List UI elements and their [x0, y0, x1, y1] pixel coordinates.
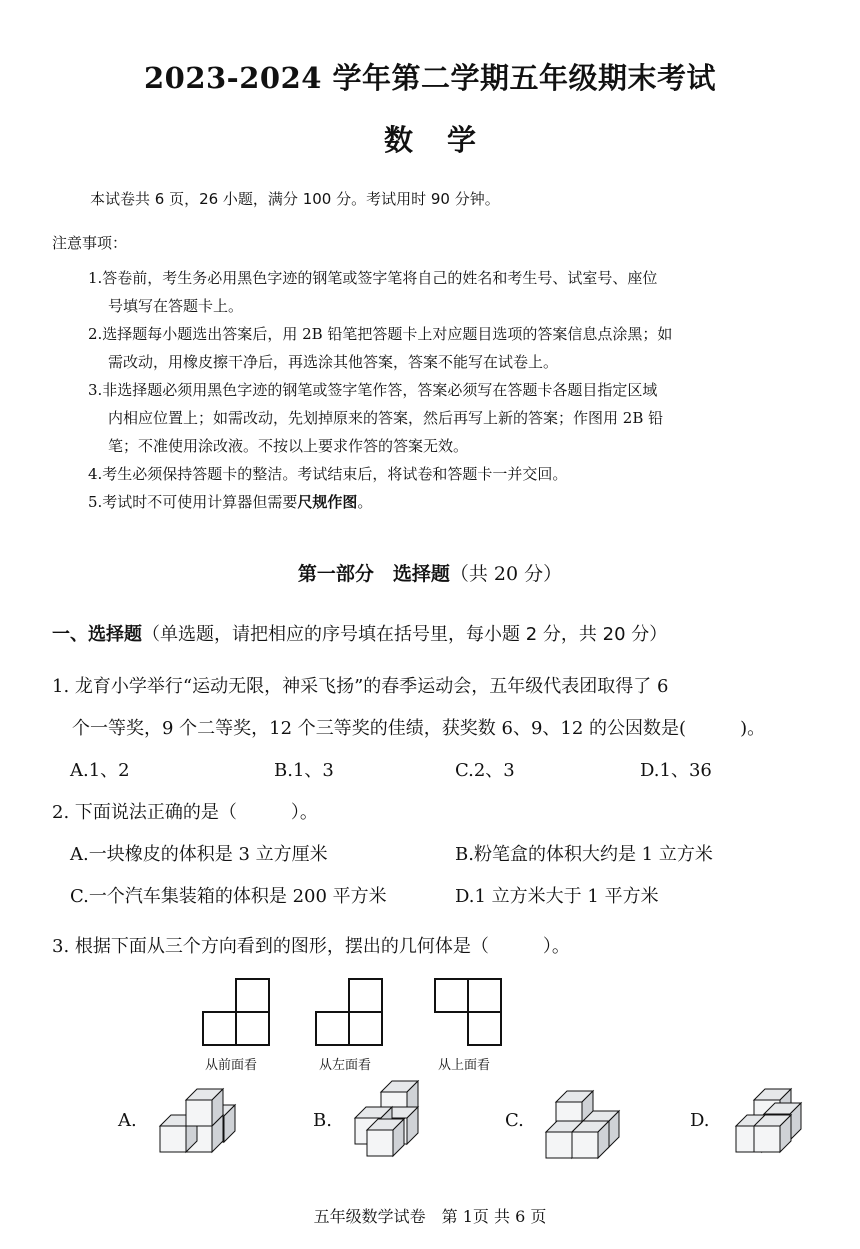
- q3-option-d-cubes: [728, 1080, 818, 1160]
- q3-option-b-label: B.: [313, 1110, 332, 1131]
- q1-stem-line2: 个一等奖，9 个二等奖，12 个三等奖的佳绩，获奖数 6、9、12 的公因数是( )。: [72, 718, 766, 739]
- notice-line-2: 2.选择题每小题选出答案后，用 2B 铅笔把答题卡上对应题目选项的答案信息点涂黑；如: [88, 325, 673, 343]
- q3-option-d-label: D.: [690, 1110, 710, 1131]
- part-heading-instructions: （单选题，请把相应的序号填在括号里，每小题 2 分，共 20 分）: [142, 624, 668, 645]
- unit-cube: [186, 1089, 223, 1126]
- q2-option-a: A.一块橡皮的体积是 3 立方厘米: [70, 844, 328, 865]
- section-title: 第一部分 选择题: [297, 563, 450, 585]
- unit-cube: [754, 1115, 791, 1152]
- part-heading-label: 一、选择题: [52, 624, 142, 645]
- unit-cube: [367, 1119, 404, 1156]
- q1-option-a: A.1、2: [70, 760, 130, 781]
- caption-front-view: 从前面看: [205, 1058, 258, 1073]
- front-view-figure: [203, 979, 269, 1045]
- notice-line-1-cont: 号填写在答题卡上。: [108, 297, 244, 315]
- notice-line-1: 1.答卷前，考生务必用黑色字迹的钢笔或签字笔将自己的姓名和考生号、试室号、座位: [88, 269, 658, 287]
- caption-left-view: 从左面看: [319, 1058, 372, 1073]
- q1-option-d: D.1、36: [640, 760, 712, 781]
- notice-line-5: [88, 488, 372, 516]
- exam-intro: 本试卷共 6 页，26 小题，满分 100 分。考试用时 90 分钟。: [90, 190, 500, 208]
- notice-line-3-cont: 内相应位置上；如需改动，先划掉原来的答案，然后再写上新的答案；作图用 2B 铅: [108, 409, 664, 427]
- top-view-figure: [435, 979, 501, 1045]
- exam-title: 2023-2024 学年第二学期五年级期末考试: [143, 61, 717, 95]
- notice-line-3-cont2: 笔；不准使用涂改液。不按以上要求作答的答案无效。: [108, 437, 469, 455]
- notice-line-5-end: 。: [357, 493, 373, 511]
- q1-stem-line1: 1. 龙育小学举行“运动无限，神采飞扬”的春季运动会，五年级代表团取得了 6: [52, 676, 669, 697]
- notice-line-4: 4.考生必须保持答题卡的整洁。考试结束后，将试卷和答题卡一并交回。: [88, 465, 568, 483]
- q3-option-b-cubes: [345, 1080, 435, 1160]
- section-heading: [0, 559, 860, 586]
- notice-line-2-cont: 需改动，用橡皮擦干净后，再选涂其他答案，答案不能写在试卷上。: [108, 353, 559, 371]
- notice-line-5-text: 5.考试时不可使用计算器但需要: [88, 493, 298, 511]
- q1-option-c: C.2、3: [455, 760, 515, 781]
- notice-line-5-bold: 尺规作图: [297, 493, 358, 511]
- page-footer: 五年级数学试卷 第 1页 共 6 页: [313, 1207, 547, 1226]
- subject-title: 数学: [383, 123, 510, 157]
- q1-option-b: B.1、3: [274, 760, 334, 781]
- caption-top-view: 从上面看: [438, 1058, 491, 1073]
- three-views-figure: [195, 972, 515, 1052]
- section-score: （共 20 分）: [449, 563, 563, 585]
- q2-option-b: B.粉笔盒的体积大约是 1 立方米: [455, 844, 713, 865]
- part-heading: [52, 620, 667, 646]
- q3-option-c-cubes: [538, 1080, 628, 1160]
- unit-cube: [572, 1121, 609, 1158]
- q3-stem: 3. 根据下面从三个方向看到的图形，摆出的几何体是（ ）。: [52, 936, 570, 957]
- q2-option-d: D.1 立方米大于 1 平方米: [455, 886, 659, 907]
- q2-stem: 2. 下面说法正确的是（ ）。: [52, 802, 318, 823]
- notice-line-3: 3.非选择题必须用黑色字迹的钢笔或签字笔作答，答案必须写在答题卡各题目指定区域: [88, 381, 658, 399]
- q3-option-a-cubes: [150, 1080, 240, 1160]
- q2-option-c: C.一个汽车集装箱的体积是 200 平方米: [70, 886, 387, 907]
- q3-option-c-label: C.: [505, 1110, 524, 1131]
- left-view-figure: [316, 979, 382, 1045]
- q3-option-a-label: A.: [118, 1110, 137, 1131]
- notice-heading: 注意事项：: [52, 234, 128, 252]
